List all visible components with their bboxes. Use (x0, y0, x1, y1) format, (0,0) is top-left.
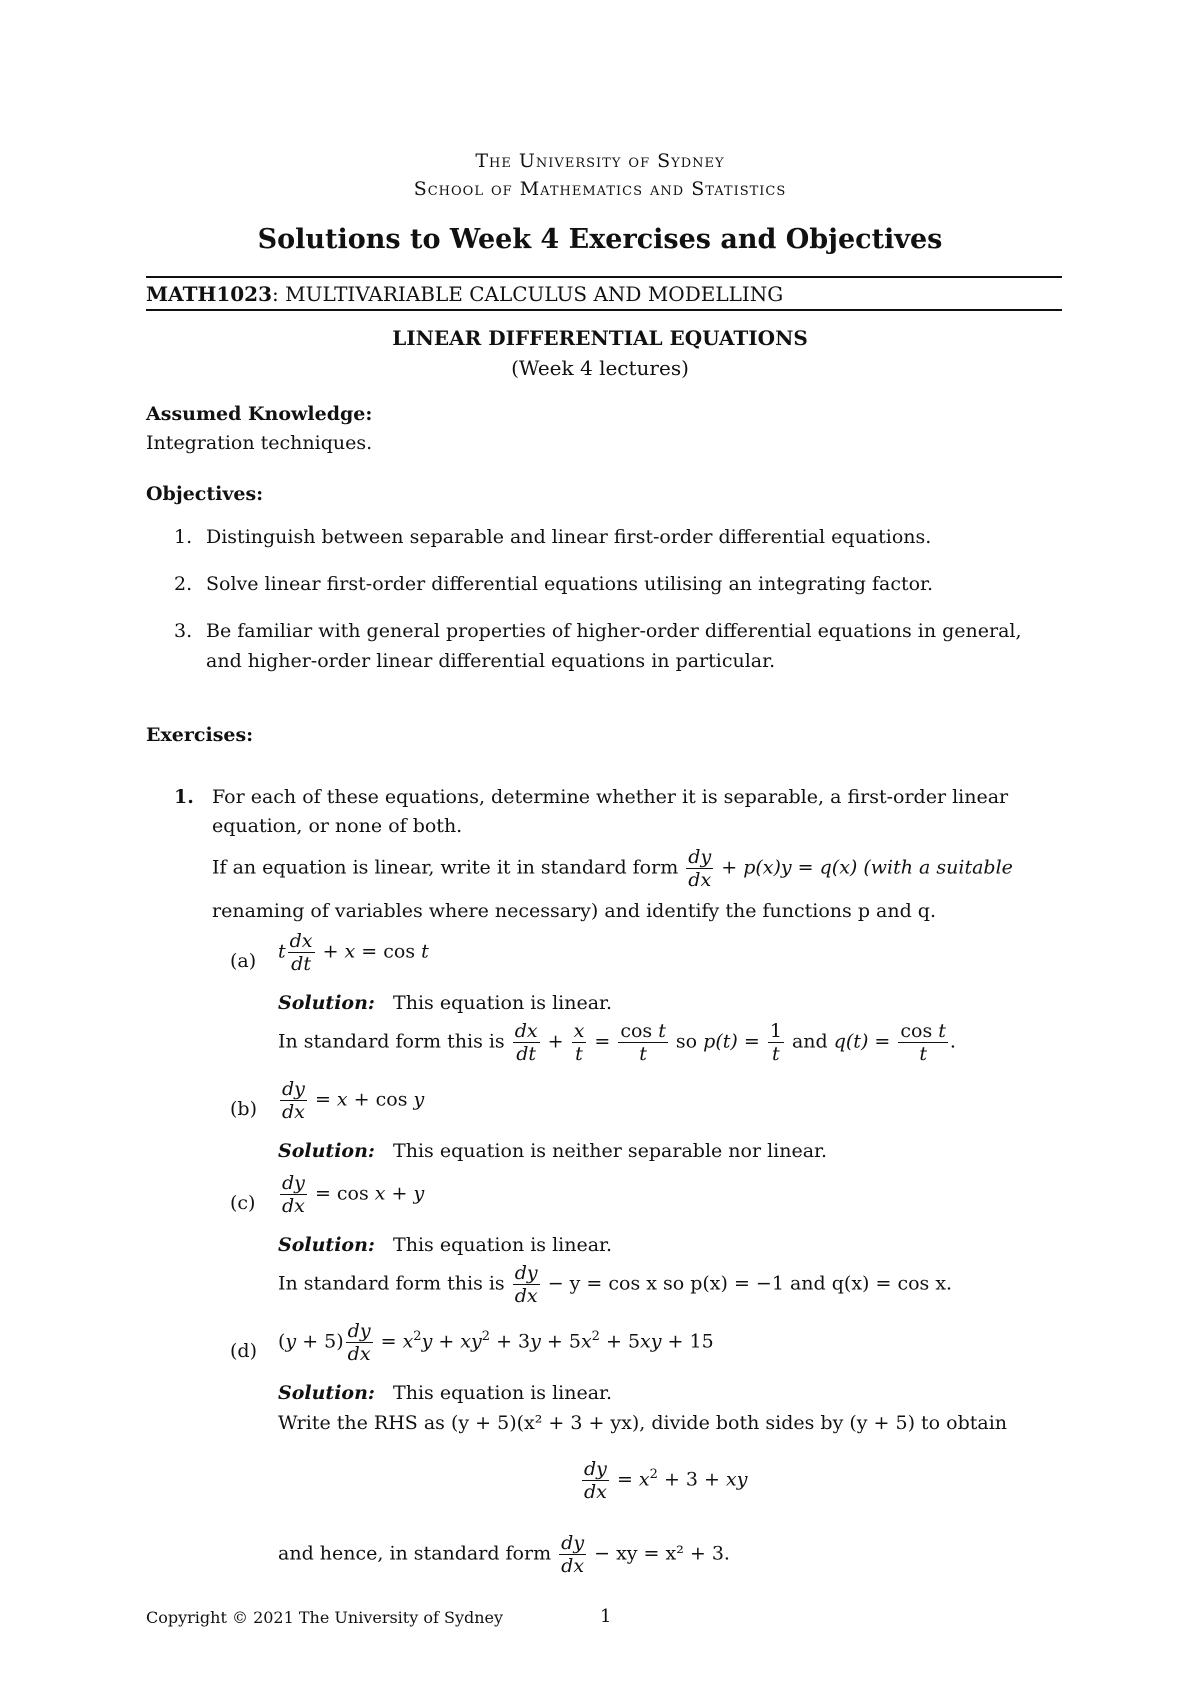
page-number: 1 (600, 1606, 612, 1627)
objective-item: 2. Solve linear first-order differential equations utilising an integrating factor. (174, 573, 934, 595)
equation-b: $\frac{dy}{dx}$ = x + cos y (282, 1078, 425, 1123)
topic-title: LINEAR DIFFERENTIAL EQUATIONS (392, 326, 808, 350)
school-name: School of Mathematics and Statistics (413, 178, 787, 200)
rhs-text-d: Write the RHS as (y + 5)(x² + 3 + yx), divide both sides by (y + 5) to obtain (278, 1412, 1008, 1434)
objective-item: 1. Distinguish between separable and linear first-order differential equations. (174, 526, 932, 548)
objective-item: 3. Be familiar with general properties of higher-order differential equations in general, (174, 620, 1022, 642)
part-label: (b) (230, 1098, 257, 1120)
solution-b: Solution: This equation is neither separable nor linear. (278, 1140, 828, 1162)
objectives-heading: Objectives: (146, 483, 264, 505)
exercise-text: equation, or none of both. (212, 815, 463, 837)
part-label: (a) (230, 950, 257, 972)
page-title: Solutions to Week 4 Exercises and Objectives (257, 224, 943, 255)
course-name: : MULTIVARIABLE CALCULUS AND MODELLING (272, 282, 784, 306)
bottom-rule (146, 309, 1062, 311)
objective-item-continued: and higher-order linear differential equations in particular. (206, 650, 776, 672)
exercise-number: 1. (174, 786, 194, 808)
solution-d: Solution: This equation is linear. (278, 1382, 613, 1404)
course-code: MATH1023 (146, 282, 273, 306)
standard-form-d: and hence, in standard form $\frac{dy}{dx}$ − xy = x² + 3. (278, 1532, 730, 1577)
fraction-dy-dx: $\frac{dy}{dx}$ (688, 846, 712, 891)
standard-form-c: In standard form this is $\frac{dy}{dx}$ − y = cos x so p(x) = −1 and q(x) = cos x. (278, 1262, 953, 1307)
exercise-text: renaming of variables where necessary) and identify the functions p and q. (212, 900, 936, 922)
part-label: (c) (230, 1192, 256, 1214)
display-equation-d: $\frac{dy}{dx}$ = $x^2 + 3$ + xy (584, 1458, 748, 1503)
solution-c: Solution: This equation is linear. (278, 1234, 613, 1256)
topic-subtitle: (Week 4 lectures) (511, 356, 689, 380)
solution-a: Solution: This equation is linear. (278, 992, 613, 1014)
university-name: The University of Sydney (475, 150, 725, 172)
assumed-knowledge-heading: Assumed Knowledge: (146, 403, 373, 425)
course-line (146, 282, 783, 306)
assumed-knowledge-text: Integration techniques. (146, 432, 373, 454)
top-rule (146, 276, 1062, 278)
exercise-text-standard-form: If an equation is linear, write it in standard form $\frac{dy}{dx}$ + p(x)y = q(x) (with a suitable (212, 846, 1013, 891)
exercise-text: For each of these equations, determine whether it is separable, a first-order linear (212, 786, 1009, 808)
exercises-heading: Exercises: (146, 724, 254, 746)
part-label: (d) (230, 1340, 257, 1362)
equation-d: (y + 5) $\frac{dy}{dx}$ = $x^2y + xy^2 + 3y + 5x^2 + 5xy + 15$ (278, 1320, 714, 1365)
equation-c: $\frac{dy}{dx}$ = cos x + y (282, 1172, 425, 1217)
standard-form-a: In standard form this is $\frac{dx}{dt}$ + $\frac{x}{t}$ = $\frac{\text{cos t}}{t}$ so p(t) = $\frac{1}{t}$ and q(t) = $\frac{\text{cos t}}{t}$ . (278, 1020, 956, 1065)
equation-a: t $\frac{dx}{dt}$ + x = cos t (278, 930, 429, 975)
copyright: Copyright © 2021 The University of Sydney (146, 1608, 504, 1627)
